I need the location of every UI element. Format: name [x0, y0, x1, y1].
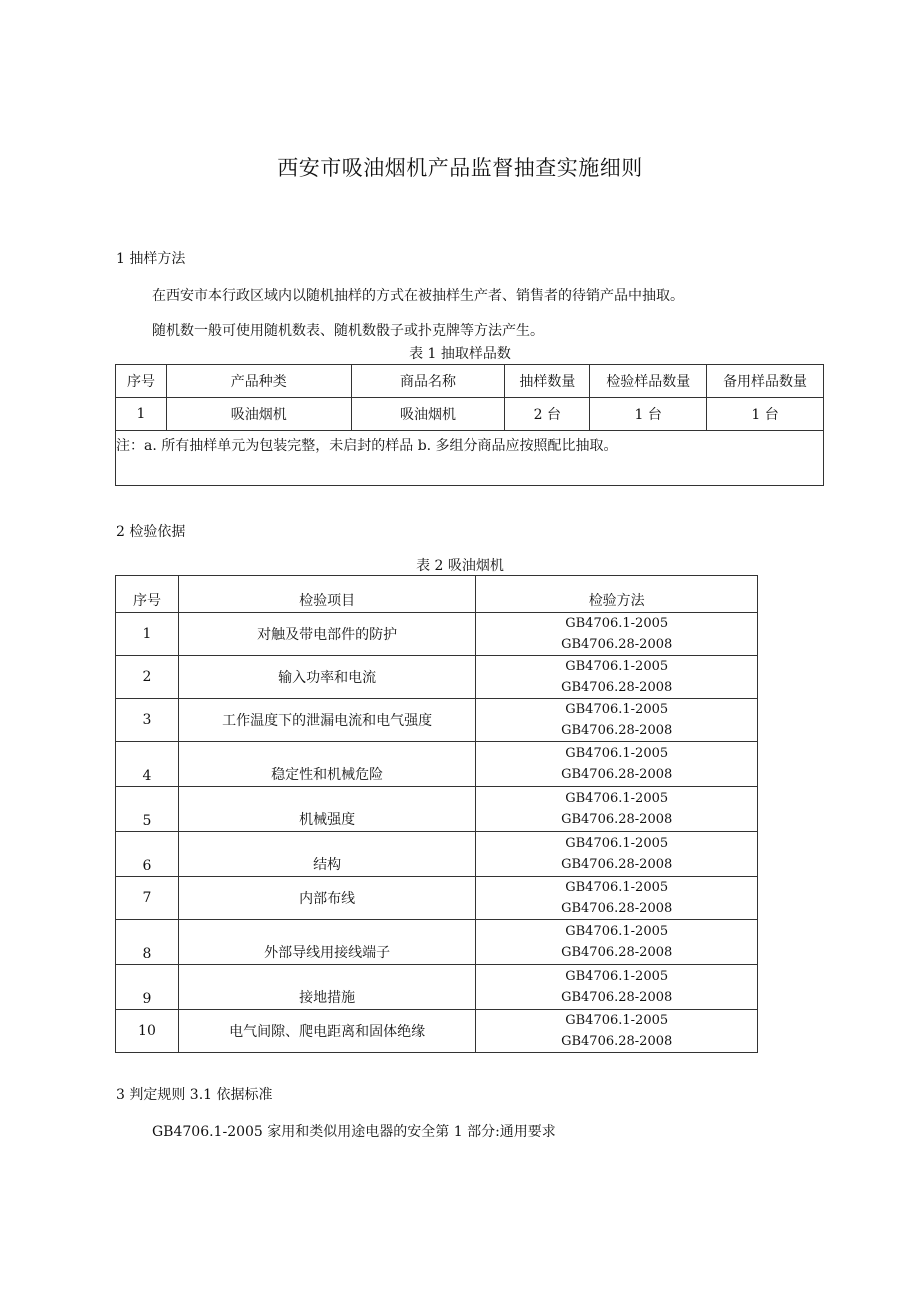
table-row — [116, 1010, 758, 1053]
item-method — [476, 965, 758, 1010]
item-number: 5 — [116, 787, 179, 832]
header-cell: 产品种类 — [166, 365, 351, 398]
method-standard: GB4706.28-2008 — [561, 637, 673, 652]
item-method — [476, 832, 758, 877]
header-cell: 检验项目 — [178, 576, 475, 613]
sample-quantity-table — [115, 364, 824, 486]
table-row — [116, 920, 758, 965]
item-method — [476, 877, 758, 920]
method-standard: GB4706.1-2005 — [565, 924, 669, 939]
table-row — [116, 742, 758, 787]
item-name: 内部布线 — [178, 877, 475, 920]
item-number: 1 — [116, 613, 179, 656]
header-cell: 序号 — [116, 365, 167, 398]
item-number: 4 — [116, 742, 179, 787]
method-standard: GB4706.28-2008 — [561, 857, 673, 872]
item-number: 8 — [116, 920, 179, 965]
item-number: 2 — [116, 656, 179, 699]
table-cell: 1 台 — [707, 398, 824, 431]
table-row — [116, 877, 758, 920]
method-standard: GB4706.28-2008 — [561, 767, 673, 782]
table-row — [116, 613, 758, 656]
section-3-heading: 3 判定规则 3.1 依据标准 — [116, 1087, 273, 1103]
item-name: 输入功率和电流 — [178, 656, 475, 699]
item-name: 工作温度下的泄漏电流和电气强度 — [178, 699, 475, 742]
item-method — [476, 787, 758, 832]
table-row — [116, 699, 758, 742]
item-name: 稳定性和机械危险 — [178, 742, 475, 787]
method-standard: GB4706.1-2005 — [565, 836, 669, 851]
header-cell: 商品名称 — [351, 365, 505, 398]
section-2-heading: 2 检验依据 — [116, 524, 186, 540]
item-number: 3 — [116, 699, 179, 742]
item-method — [476, 699, 758, 742]
item-name: 接地措施 — [178, 965, 475, 1010]
method-standard: GB4706.1-2005 — [565, 616, 669, 631]
table-cell: 吸油烟机 — [351, 398, 505, 431]
method-standard: GB4706.1-2005 — [565, 880, 669, 895]
table-cell: 1 台 — [590, 398, 707, 431]
inspection-items-table — [115, 575, 758, 1053]
item-number: 9 — [116, 965, 179, 1010]
item-method — [476, 1010, 758, 1053]
section-3-paragraph-1: GB4706.1-2005 家用和类似用途电器的安全第 1 部分:通用要求 — [152, 1124, 556, 1140]
table-cell: 2 台 — [505, 398, 590, 431]
method-standard: GB4706.1-2005 — [565, 791, 669, 806]
item-name: 外部导线用接线端子 — [178, 920, 475, 965]
item-name: 对触及带电部件的防护 — [178, 613, 475, 656]
method-standard: GB4706.1-2005 — [565, 702, 669, 717]
item-method — [476, 656, 758, 699]
table-row — [116, 656, 758, 699]
item-method — [476, 742, 758, 787]
table-header-row — [116, 365, 824, 398]
item-method — [476, 613, 758, 656]
method-standard: GB4706.28-2008 — [561, 945, 673, 960]
table-row — [116, 787, 758, 832]
method-standard: GB4706.28-2008 — [561, 1034, 673, 1049]
header-cell: 抽样数量 — [505, 365, 590, 398]
method-standard: GB4706.28-2008 — [561, 680, 673, 695]
method-standard: GB4706.28-2008 — [561, 990, 673, 1005]
document-title: 西安市吸油烟机产品监督抽查实施细则 — [277, 156, 643, 180]
method-standard: GB4706.28-2008 — [561, 812, 673, 827]
table-header-row — [116, 576, 758, 613]
item-number: 6 — [116, 832, 179, 877]
method-standard: GB4706.28-2008 — [561, 901, 673, 916]
table-cell: 1 — [116, 398, 167, 431]
section-1-heading: 1 抽样方法 — [116, 251, 186, 267]
item-method — [476, 920, 758, 965]
table-1-caption: 表 1 抽取样品数 — [409, 346, 511, 362]
table-note: 注：a. 所有抽样单元为包装完整，未启封的样品 b. 多组分商品应按照配比抽取。 — [116, 431, 824, 486]
header-cell: 检验样品数量 — [590, 365, 707, 398]
section-1-paragraph-1: 在西安市本行政区域内以随机抽样的方式在被抽样生产者、销售者的待销产品中抽取。 — [152, 288, 684, 304]
item-name: 结构 — [178, 832, 475, 877]
table-row — [116, 832, 758, 877]
method-standard: GB4706.1-2005 — [565, 969, 669, 984]
item-name: 电气间隙、爬电距离和固体绝缘 — [178, 1010, 475, 1053]
item-number: 10 — [116, 1010, 179, 1053]
header-cell: 检验方法 — [476, 576, 758, 613]
method-standard: GB4706.28-2008 — [561, 723, 673, 738]
section-1-paragraph-2: 随机数一般可使用随机数表、随机数骰子或扑克牌等方法产生。 — [152, 323, 544, 339]
header-cell: 备用样品数量 — [707, 365, 824, 398]
method-standard: GB4706.1-2005 — [565, 1013, 669, 1028]
header-cell: 序号 — [116, 576, 179, 613]
table-note-row — [116, 431, 824, 486]
table-row — [116, 398, 824, 431]
method-standard: GB4706.1-2005 — [565, 746, 669, 761]
table-2-caption: 表 2 吸油烟机 — [416, 558, 504, 574]
table-cell: 吸油烟机 — [166, 398, 351, 431]
item-name: 机械强度 — [178, 787, 475, 832]
item-number: 7 — [116, 877, 179, 920]
method-standard: GB4706.1-2005 — [565, 659, 669, 674]
table-row — [116, 965, 758, 1010]
